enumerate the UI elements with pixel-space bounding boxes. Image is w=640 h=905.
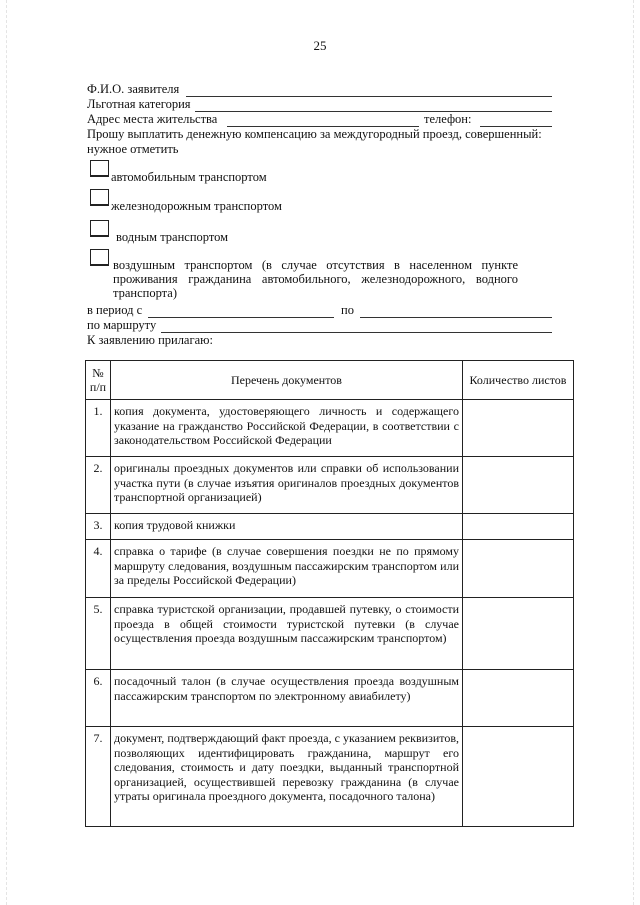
row-text: справка о тарифе (в случае совершения поездки не по прямому маршруту следования, воздушным пассажирским транспортом или за пределы Российской Федерации) bbox=[111, 540, 463, 598]
auto-transport-label: автомобильным транспортом bbox=[111, 170, 267, 184]
table-row bbox=[86, 400, 574, 457]
row-num: 2. bbox=[86, 457, 111, 514]
address-label: Адрес места жительства bbox=[87, 112, 218, 126]
row-text: посадочный талон (в случае осуществления проезда воздушным пассажирским транспортом по электронному авиабилету) bbox=[111, 670, 463, 727]
row-text: оригиналы проездных документов или справки об использовании участка пути (в случае изъятия оригиналов проездных документов транспортной организацией) bbox=[111, 457, 463, 514]
table-row bbox=[86, 670, 574, 727]
phone-label: телефон: bbox=[424, 112, 472, 126]
category-label: Льготная категория bbox=[87, 97, 191, 111]
air-transport-label: воздушным транспортом (в случае отсутствия в населенном пункте проживания гражданина автомобильного, железнодорожного, водного транспорта) bbox=[113, 258, 518, 300]
route-label: по маршруту bbox=[87, 318, 157, 332]
row-text: справка туристской организации, продавшей путевку, о стоимости проезда в общей стоимости туристской путевки (в случае осуществления проезда воздушным пассажирским транспортом) bbox=[111, 598, 463, 670]
route-field[interactable] bbox=[161, 332, 552, 333]
rail-transport-checkbox[interactable] bbox=[90, 189, 109, 206]
fio-field[interactable] bbox=[186, 96, 552, 97]
period-to-label: по bbox=[341, 303, 354, 317]
table-row bbox=[86, 598, 574, 670]
row-count-cell[interactable] bbox=[463, 457, 574, 514]
row-count-cell[interactable] bbox=[463, 598, 574, 670]
table-row bbox=[86, 540, 574, 598]
row-count-cell[interactable] bbox=[463, 514, 574, 540]
period-from-field[interactable] bbox=[148, 317, 334, 318]
water-transport-checkbox[interactable] bbox=[90, 220, 109, 237]
table-row bbox=[86, 727, 574, 827]
row-count-cell[interactable] bbox=[463, 727, 574, 827]
page-number: 25 bbox=[313, 38, 327, 53]
scan-edge-left bbox=[6, 0, 7, 905]
table-header-row bbox=[86, 361, 574, 400]
period-label: в период с bbox=[87, 303, 143, 317]
row-count-cell[interactable] bbox=[463, 400, 574, 457]
row-num: 1. bbox=[86, 400, 111, 457]
row-text: копия документа, удостоверяющего личность и содержащего указание на гражданство Российской Федерации, в соответствии с законодательством Российской Федерации bbox=[111, 400, 463, 457]
row-num: 7. bbox=[86, 727, 111, 827]
rail-transport-label: железнодорожным транспортом bbox=[111, 199, 282, 213]
period-to-field[interactable] bbox=[360, 317, 552, 318]
row-num: 6. bbox=[86, 670, 111, 727]
auto-transport-checkbox[interactable] bbox=[90, 160, 109, 177]
header-count: Количество листов bbox=[463, 361, 574, 400]
fio-label: Ф.И.О. заявителя bbox=[87, 82, 180, 96]
row-num: 5. bbox=[86, 598, 111, 670]
request-text: Прошу выплатить денежную компенсацию за междугородный проезд, совершенный: bbox=[87, 127, 542, 141]
header-docs: Перечень документов bbox=[111, 361, 463, 400]
documents-table bbox=[85, 360, 574, 827]
row-count-cell[interactable] bbox=[463, 670, 574, 727]
row-num: 4. bbox=[86, 540, 111, 598]
mark-text: нужное отметить bbox=[87, 142, 179, 156]
table-row bbox=[86, 457, 574, 514]
table-row bbox=[86, 514, 574, 540]
header-num: № п/п bbox=[86, 361, 111, 400]
row-count-cell[interactable] bbox=[463, 540, 574, 598]
water-transport-label: водным транспортом bbox=[116, 230, 229, 244]
row-text: документ, подтверждающий факт проезда, с указанием реквизитов, позволяющих идентифицировать гражданина, маршрут его следования, стоимость и дату поездки, выданный транспортной организацией, осуществившей перевозку гражданина (в случае утраты оригинала проездного документа, посадочного талона) bbox=[111, 727, 463, 827]
category-field[interactable] bbox=[195, 111, 552, 112]
scan-edge-right bbox=[633, 0, 634, 905]
air-transport-checkbox[interactable] bbox=[90, 249, 109, 266]
attach-label: К заявлению прилагаю: bbox=[87, 333, 213, 347]
row-num: 3. bbox=[86, 514, 111, 540]
row-text: копия трудовой книжки bbox=[111, 514, 463, 540]
